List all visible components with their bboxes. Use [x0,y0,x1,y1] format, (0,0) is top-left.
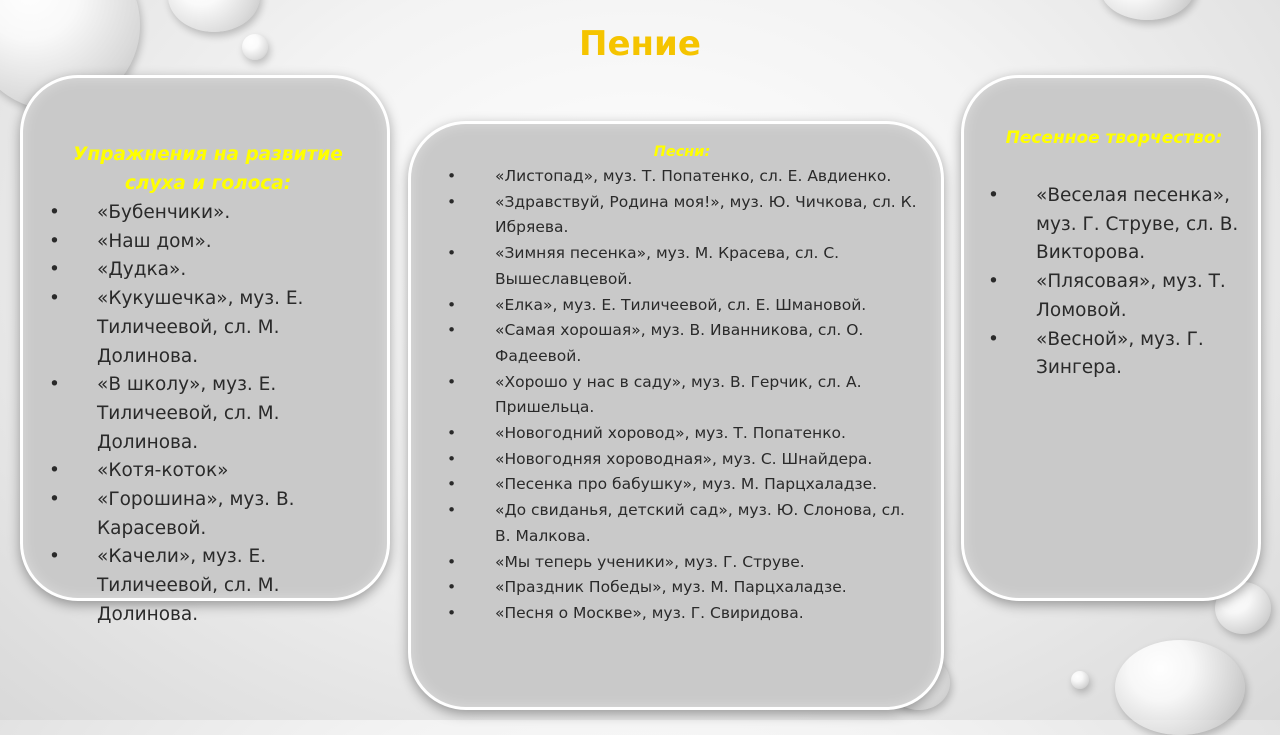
list-item: • «Листопад», муз. Т. Попатенко, сл. Е. Авдиенко. [447,164,917,190]
bullet: • [447,372,457,391]
bullet: • [447,424,457,443]
bullet: • [447,321,457,340]
list-item: • «Здравствуй, Родина моя!», муз. Ю. Чичкова, сл. К. Ибряева. [447,190,917,241]
song-creativity-heading: Песенное творчество: [1005,128,1223,148]
list-item: • «Горошина», муз. В. Карасевой. [49,486,367,543]
bullet: • [49,288,60,310]
bullet: • [447,167,457,185]
bullet: • [447,244,457,263]
list-item: • «Веселая песенка», муз. Г. Струве, сл. В. Викторова. [988,182,1240,268]
slide-title: Пение [579,24,701,64]
bullet: • [447,603,457,622]
songs-heading: Песни: [653,144,711,160]
bullet: • [49,489,60,511]
bullet: • [49,374,60,396]
song-creativity-card [961,75,1261,601]
list-item: • «Новогодний хоровод», муз. Т. Попатенко. [447,421,917,447]
bullet: • [447,552,457,571]
list-item: • «Песня о Москве», муз. Г. Свиридова. [447,601,917,627]
bullet: • [49,546,60,568]
bullet: • [447,475,457,494]
water-drop-decoration [1115,640,1245,735]
bullet: • [49,230,60,252]
water-drop-decoration [1071,671,1089,689]
list-item: • «Наш дом». [49,228,367,257]
bullet: • [988,328,999,350]
list-item: • «Хорошо у нас в саду», муз. В. Герчик, сл. А. Пришельца. [447,370,917,421]
list-item: • «Качели», муз. Е. Тиличеевой, сл. М. Долинова. [49,543,367,629]
songs-list [447,164,917,627]
bullet: • [49,259,60,281]
list-item: • «Песенка про бабушку», муз. М. Парцхаладзе. [447,472,917,498]
list-item: • «Весной», муз. Г. Зингера. [988,326,1240,383]
list-item: • «Котя-коток» [49,457,367,486]
list-item: • «Праздник Победы», муз. М. Парцхаладзе. [447,575,917,601]
songs-card [408,121,944,710]
list-item: • «Зимняя песенка», муз. М. Красева, сл. С. Вышеславцевой. [447,241,917,292]
water-drop-decoration [1100,0,1195,20]
list-item: • «В школу», муз. Е. Тиличеевой, сл. М. Долинова. [49,371,367,457]
list-item: • «Кукушечка», муз. Е. Тиличеевой, сл. М. Долинова. [49,285,367,371]
list-item: • «Бубенчики». [49,199,367,228]
list-item: • «Мы теперь ученики», муз. Г. Струве. [447,550,917,576]
bullet: • [447,295,457,314]
bullet: • [49,202,60,223]
exercises-card [20,75,390,625]
bullet: • [447,449,457,468]
list-item: • «Плясовая», муз. Т. Ломовой. [988,268,1240,325]
exercises-list [49,199,367,630]
bullet: • [447,192,457,211]
bullet: • [988,185,999,206]
list-item: • «До свиданья, детский сад», муз. Ю. Слонова, сл. В. Малкова. [447,498,917,549]
bullet: • [447,501,457,520]
list-item: • «Самая хорошая», муз. В. Иванникова, сл. О. Фадеевой. [447,318,917,369]
exercises-heading: Упражнения на развитие слуха и голоса: [73,144,343,194]
bullet: • [988,271,999,293]
song-creativity-list [988,182,1240,383]
bullet: • [49,460,60,482]
list-item: • «Новогодняя хороводная», муз. С. Шнайдера. [447,447,917,473]
list-item: • «Елка», муз. Е. Тиличеевой, сл. Е. Шмановой. [447,293,917,319]
bullet: • [447,578,457,597]
list-item: • «Дудка». [49,256,367,285]
